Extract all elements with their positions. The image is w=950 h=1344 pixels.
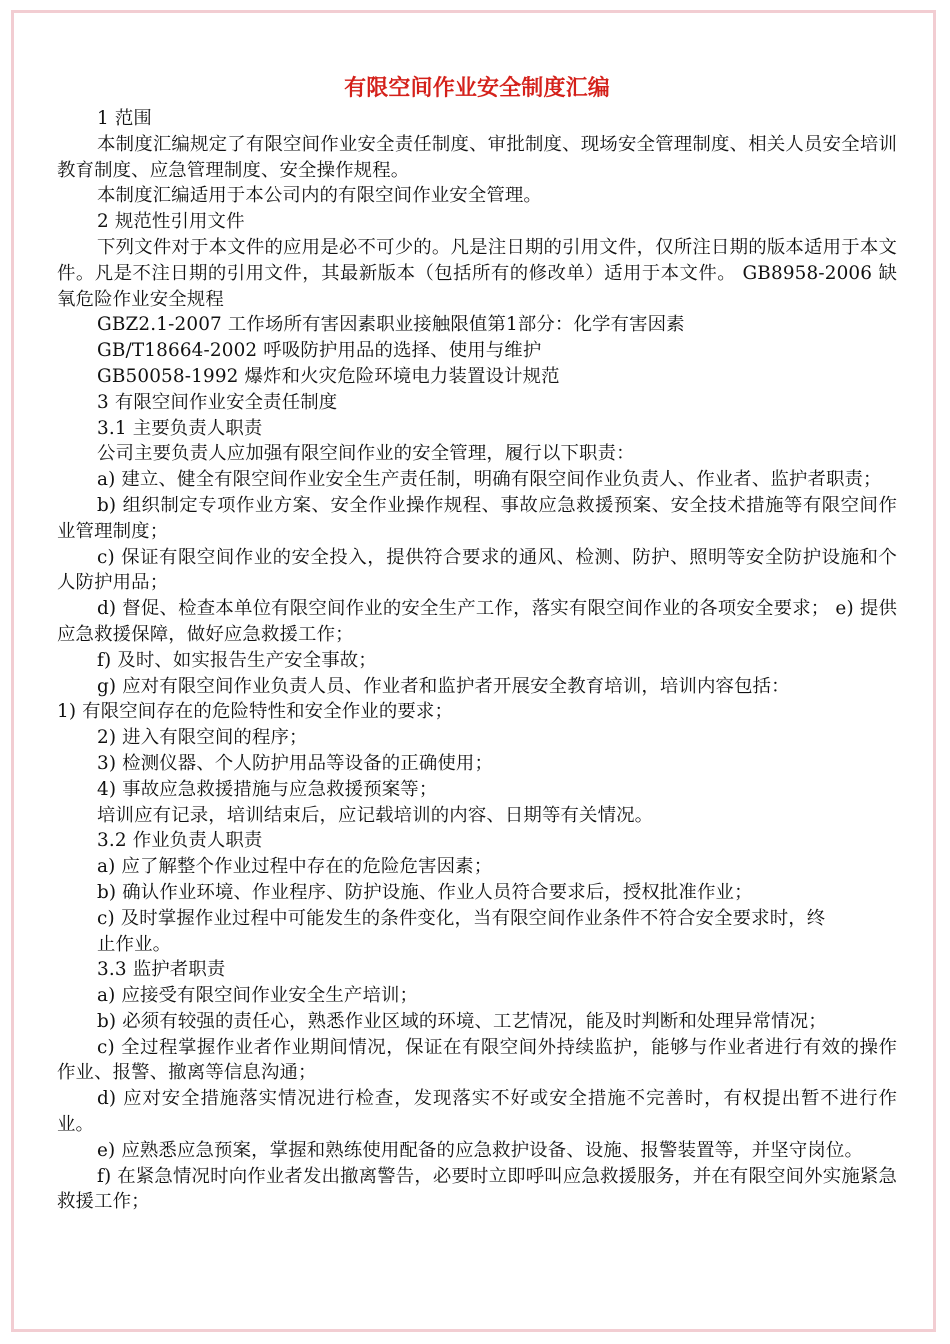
subsection-heading: 3.3 监护者职责 <box>97 959 226 981</box>
list-item: b) 必须有较强的责任心，熟悉作业区域的环境、工艺情况，能及时判断和处理异常情况； <box>97 1010 827 1032</box>
list-item: c) 保证有限空间作业的安全投入，提供符合要求的通风、检测、防护、照明等安全防护设施和个人防护用品； <box>57 546 897 594</box>
list-item: c) 及时掌握作业过程中可能发生的条件变化，当有限空间作业条件不符合安全要求时，终 <box>97 907 826 929</box>
paragraph: 本制度汇编规定了有限空间作业安全责任制度、审批制度、现场安全管理制度、相关人员安全培训教育制度、应急管理制度、安全操作规程。 <box>57 133 897 181</box>
document-body <box>57 68 897 1215</box>
list-item: a) 建立、健全有限空间作业安全生产责任制，明确有限空间作业负责人、作业者、监护者职责； <box>97 469 882 491</box>
list-item: 1) 有限空间存在的危险特性和安全作业的要求； <box>57 701 453 723</box>
section-heading: 3 有限空间作业安全责任制度 <box>97 391 338 413</box>
list-item: f) 及时、如实报告生产安全事故； <box>97 649 377 671</box>
reference-item: GB50058-1992 爆炸和火灾危险环境电力装置设计规范 <box>97 365 560 387</box>
paragraph: 公司主要负责人应加强有限空间作业的安全管理，履行以下职责： <box>97 443 635 465</box>
list-item: d) 应对安全措施落实情况进行检查，发现落实不好或安全措施不完善时，有权提出暂不进行作业。 <box>57 1088 897 1136</box>
paragraph: 培训应有记录，培训结束后，应记载培训的内容、日期等有关情况。 <box>97 804 654 826</box>
subsection-heading: 3.2 作业负责人职责 <box>97 830 263 852</box>
list-item: g) 应对有限空间作业负责人员、作业者和监护者开展安全教育培训，培训内容包括： <box>97 675 790 697</box>
list-item: a) 应了解整个作业过程中存在的危险危害因素； <box>97 856 493 878</box>
reference-item: GBZ2.1-2007 工作场所有害因素职业接触限值第1部分：化学有害因素 <box>97 314 685 336</box>
section-heading: 1 范围 <box>97 108 152 129</box>
list-item: b) 组织制定专项作业方案、安全作业操作规程、事故应急救援预案、安全技术措施等有限空间作业管理制度； <box>57 494 897 542</box>
list-item: 3) 检测仪器、个人防护用品等设备的正确使用； <box>97 752 493 774</box>
reference-item: GB/T18664-2002 呼吸防护用品的选择、使用与维护 <box>97 340 542 362</box>
list-item: c) 全过程掌握作业者作业期间情况，保证在有限空间外持续监护，能够与作业者进行有效的操作作业、报警、撤离等信息沟通； <box>57 1036 897 1084</box>
list-item: d) 督促、检查本单位有限空间作业的安全生产工作，落实有限空间作业的各项安全要求； e) 提供应急救援保障，做好应急救援工作； <box>57 598 897 645</box>
subsection-heading: 3.1 主要负责人职责 <box>97 417 263 439</box>
list-item: a) 应接受有限空间作业安全生产培训； <box>97 985 419 1007</box>
list-item: e) 应熟悉应急预案，掌握和熟练使用配备的应急救护设备、设施、报警装置等，并坚守岗位。 <box>97 1139 863 1161</box>
paragraph: 本制度汇编适用于本公司内的有限空间作业安全管理。 <box>97 185 542 207</box>
paragraph: 下列文件对于本文件的应用是必不可少的。凡是注日期的引用文件，仅所注日期的版本适用于本文件。凡是不注日期的引用文件，其最新版本（包括所有的修改单）适用于本文件。 GB8958-2006 缺氧危险作业安全规程 <box>57 236 897 310</box>
list-item: f) 在紧急情况时向作业者发出撤离警告，必要时立即呼叫应急救援服务，并在有限空间外实施紧急救援工作； <box>57 1165 897 1213</box>
document-title: 有限空间作业安全制度汇编 <box>344 76 610 101</box>
list-item-continuation: 止作业。 <box>97 933 172 955</box>
list-item: b) 确认作业环境、作业程序、防护设施、作业人员符合要求后，授权批准作业； <box>97 881 753 903</box>
section-heading: 2 规范性引用文件 <box>97 211 245 233</box>
list-item: 4) 事故应急救援措施与应急救援预案等； <box>97 778 438 800</box>
list-item: 2) 进入有限空间的程序； <box>97 727 308 749</box>
